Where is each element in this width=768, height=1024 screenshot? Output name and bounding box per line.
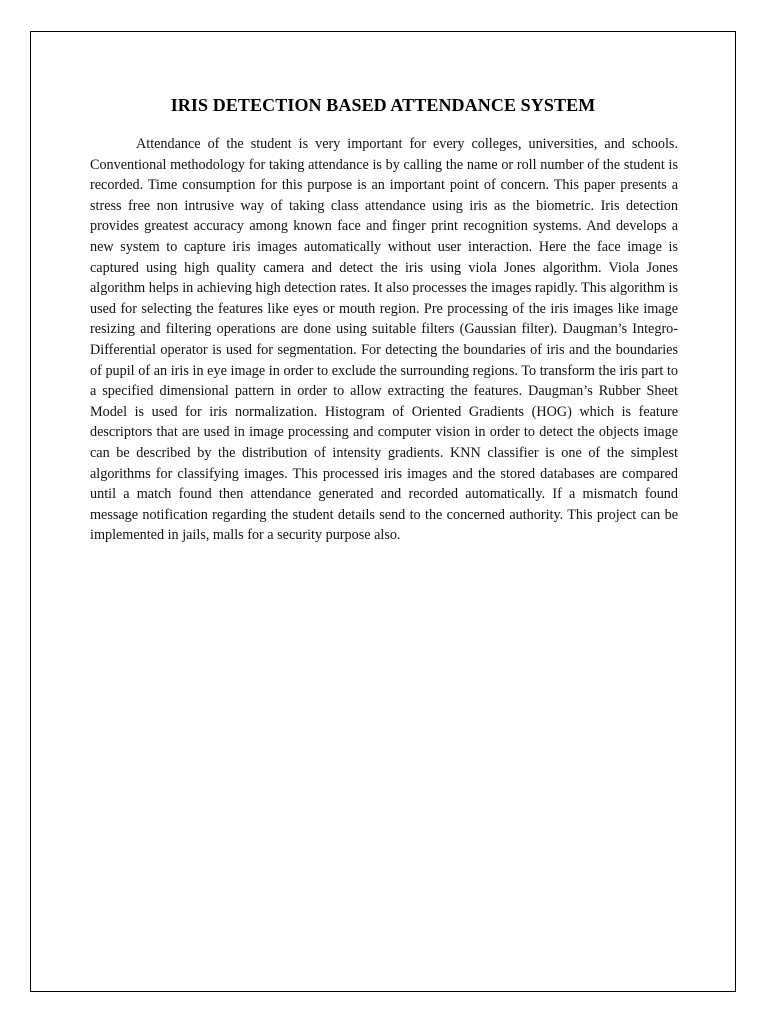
document-title: IRIS DETECTION BASED ATTENDANCE SYSTEM [170,95,596,115]
abstract-paragraph: Attendance of the student is very important for every colleges, universities, and schools. Conventional methodology for taking attendance is by calling the name or roll number of the student is recorded. Time consumption for this purpose is an important point of concern. This paper presents a stress free non intrusive way of taking class attendance using iris as the biometric. Iris detection provides greatest accuracy among known face and finger print recognition systems. And develops a new system to capture iris images automatically without user interaction. Here the face image is captured using high quality camera and detect the iris using viola Jones algorithm. Viola Jones algorithm helps in achieving high detection rates. It also processes the images rapidly. This algorithm is used for selecting the features like eyes or mouth region. Pre processing of the iris images like image resizing and filtering operations are done using suitable filters (Gaussian filter). Daugman’s Integro-Differential operator is used for segmentation. For detecting the boundaries of iris and the boundaries of pupil of an iris in eye image in order to exclude the surrounding regions. To transform the iris part to a specified dimensional pattern in order to allow extracting the features. Daugman’s Rubber Sheet Model is used for iris normalization. Histogram of Oriented Gradients (HOG) which is feature descriptors that are used in image processing and computer vision in order to detect the objects image can be described by the distribution of intensity gradients. KNN classifier is one of the simplest algorithms for classifying images. This processed iris images and the stored databases are compared until a match found then attendance generated and recorded automatically. If a mismatch found message notification regarding the student details send to the concerned authority. This project can be implemented in jails, malls for a security purpose also. [90,136,678,544]
